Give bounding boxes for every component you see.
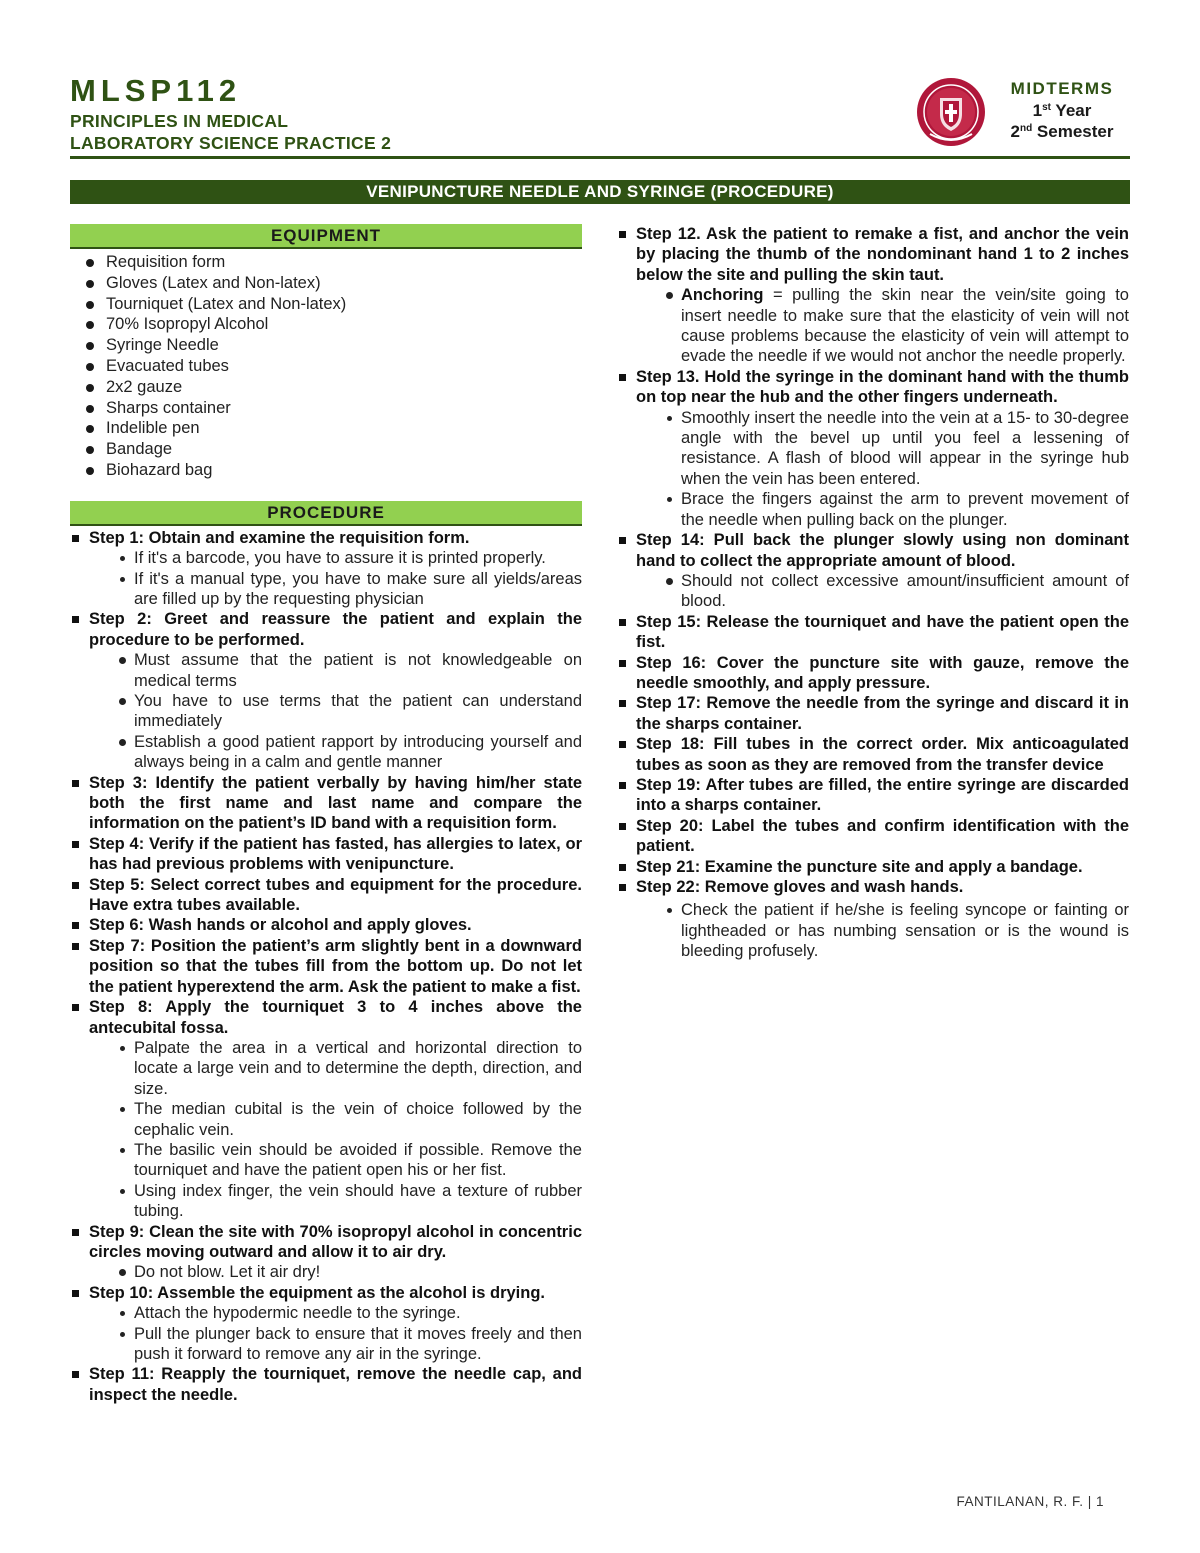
- step-text: Step 11: Reapply the tourniquet, remove the needle cap, and inspect the needle.: [89, 1365, 582, 1404]
- semester-number: 2: [1010, 122, 1020, 141]
- step-text: Step 14: Pull back the plunger slowly using non dominant hand to collect the appropriate amount of blood.: [636, 531, 1129, 570]
- procedure-step: [70, 915, 582, 935]
- equipment-item: Evacuated tubes: [70, 356, 582, 377]
- equipment-item: 70% Isopropyl Alcohol: [70, 314, 582, 335]
- equipment-item: 2x2 gauze: [70, 377, 582, 398]
- header-divider: [70, 156, 1130, 159]
- step-note: If it's a barcode, you have to assure it is printed properly.: [89, 548, 582, 568]
- procedure-step: [617, 857, 1129, 877]
- step-note: Do not blow. Let it air dry!: [89, 1262, 582, 1282]
- page-footer: FANTILANAN, R. F. | 1: [956, 1494, 1104, 1509]
- procedure-step: [70, 936, 582, 997]
- procedure-step: [617, 530, 1129, 612]
- equipment-item: Sharps container: [70, 398, 582, 419]
- step-text: Step 15: Release the tourniquet and have the patient open the fist.: [636, 612, 1129, 652]
- course-title-line-2: LABORATORY SCIENCE PRACTICE 2: [70, 133, 392, 153]
- step-note: Should not collect excessive amount/insufficient amount of blood.: [636, 571, 1129, 612]
- step-text: Step 18: Fill tubes in the correct order. Mix anticoagulated tubes as soon as they are removed from the transfer device: [636, 735, 1129, 774]
- step-note: The median cubital is the vein of choice followed by the cephalic vein.: [89, 1099, 582, 1140]
- step-note: Must assume that the patient is not knowledgeable on medical terms: [89, 650, 582, 691]
- procedure-step: [70, 528, 582, 610]
- equipment-item: Biohazard bag: [70, 460, 582, 481]
- university-seal-logo-icon: [916, 76, 986, 148]
- exam-info: [992, 78, 1132, 142]
- procedure-step: [617, 775, 1129, 816]
- procedure-step: [617, 224, 1129, 367]
- year-label: Year: [1051, 101, 1092, 120]
- exam-year: [992, 100, 1132, 121]
- left-column: [70, 224, 582, 1405]
- equipment-item: Requisition form: [70, 252, 582, 273]
- step-text: Step 10: Assemble the equipment as the alcohol is drying.: [89, 1283, 545, 1302]
- step-note: [636, 285, 1129, 367]
- procedure-steps-left: [70, 528, 582, 1405]
- procedure-step: [70, 1364, 582, 1405]
- procedure-step: [70, 609, 582, 772]
- step-note: If it's a manual type, you have to make sure all yields/areas are filled up by the requesting physician: [89, 569, 582, 610]
- step-text: Step 5: Select correct tubes and equipment for the procedure. Have extra tubes available.: [89, 875, 582, 915]
- procedure-steps-right: [617, 224, 1129, 962]
- semester-label: Semester: [1032, 122, 1114, 141]
- anchoring-definition: = pulling the skin near the vein/site going to insert needle to make sure that the elasticity of vein will not cause problems because the elasticity of vein will attempt to evade the needle if we would not anchor the needle properly.: [681, 286, 1129, 366]
- step-note: Establish a good patient rapport by introducing yourself and always being in a calm and gentle manner: [89, 732, 582, 773]
- exam-term: MIDTERMS: [1010, 79, 1114, 98]
- procedure-step: [617, 734, 1129, 775]
- procedure-heading: PROCEDURE: [70, 501, 582, 526]
- procedure-step: [617, 653, 1129, 694]
- step-text: Step 22: Remove gloves and wash hands.: [636, 878, 964, 896]
- step-text: Step 12. Ask the patient to remake a fist, and anchor the vein by placing the thumb of the nondominant hand 1 to 2 inches below the site and pulling the skin taut.: [636, 225, 1129, 284]
- exam-semester: [992, 121, 1132, 142]
- topic-banner: VENIPUNCTURE NEEDLE AND SYRINGE (PROCEDURE): [70, 180, 1130, 204]
- equipment-item: Syringe Needle: [70, 335, 582, 356]
- step-text: Step 21: Examine the puncture site and apply a bandage.: [636, 857, 1083, 876]
- step-text: Step 4: Verify if the patient has fasted, has allergies to latex, or has had previous problems with venipuncture.: [89, 834, 582, 874]
- procedure-step: [617, 816, 1129, 857]
- procedure-step: [70, 1283, 582, 1365]
- step-text: Step 13. Hold the syringe in the dominant hand with the thumb on top near the hub and the other fingers underneath.: [636, 367, 1129, 407]
- step-note: The basilic vein should be avoided if possible. Remove the tourniquet and have the patient open his or her fist.: [89, 1140, 582, 1181]
- step-note: Check the patient if he/she is feeling syncope or fainting or lightheaded or has numbing sensation or is the wound is bleeding profusely.: [636, 900, 1129, 961]
- procedure-step: [70, 997, 582, 1221]
- year-number: 1: [1032, 101, 1043, 120]
- equipment-item: Bandage: [70, 439, 582, 460]
- procedure-step: [617, 612, 1129, 653]
- step-note: Pull the plunger back to ensure that it moves freely and then push it forward to remove any air in the syringe.: [89, 1324, 582, 1365]
- anchoring-term: Anchoring: [681, 286, 764, 305]
- right-column: [617, 224, 1129, 962]
- step-text: Step 17: Remove the needle from the syringe and discard it in the sharps container.: [636, 694, 1129, 733]
- step-text: Step 20: Label the tubes and confirm identification with the patient.: [636, 816, 1129, 856]
- procedure-step: [70, 875, 582, 916]
- step-text: Step 9: Clean the site with 70% isopropyl alcohol in concentric circles moving outward and allow it to air dry.: [89, 1222, 582, 1261]
- equipment-heading: EQUIPMENT: [70, 224, 582, 249]
- step-text: Step 3: Identify the patient verbally by having him/her state both the first name and last name and compare the information on the patient’s ID band with a requisition form.: [89, 773, 582, 833]
- equipment-item: Tourniquet (Latex and Non-latex): [70, 294, 582, 315]
- equipment-item: Gloves (Latex and Non-latex): [70, 273, 582, 294]
- step-note: Using index finger, the vein should have a texture of rubber tubing.: [89, 1181, 582, 1222]
- year-suffix: st: [1042, 102, 1052, 113]
- course-title-line-1: PRINCIPLES IN MEDICAL: [70, 111, 289, 131]
- procedure-step: [70, 834, 582, 875]
- procedure-step: [617, 877, 1129, 962]
- procedure-step: [70, 773, 582, 834]
- step-text: Step 6: Wash hands or alcohol and apply gloves.: [89, 916, 472, 935]
- procedure-step: [70, 1222, 582, 1283]
- step-note: Palpate the area in a vertical and horizontal direction to locate a large vein and to determine the depth, direction, and size.: [89, 1038, 582, 1099]
- step-text: Step 8: Apply the tourniquet 3 to 4 inches above the antecubital fossa.: [89, 998, 582, 1037]
- course-code: MLSP112: [70, 73, 242, 108]
- step-text: Step 19: After tubes are filled, the entire syringe are discarded into a sharps container.: [636, 775, 1129, 815]
- step-text: Step 7: Position the patient’s arm slightly bent in a downward position so that the tubes fill from the bottom up. Do not let the patient hyperextend the arm. Ask the patient to make a fist.: [89, 936, 582, 996]
- procedure-step: [617, 367, 1129, 530]
- page-header: [70, 74, 1130, 156]
- step-text: Step 1: Obtain and examine the requisition form.: [89, 528, 470, 547]
- equipment-item: Indelible pen: [70, 418, 582, 439]
- step-text: Step 2: Greet and reassure the patient and explain the procedure to be performed.: [89, 610, 582, 649]
- step-note: You have to use terms that the patient can understand immediately: [89, 691, 582, 732]
- step-note: Smoothly insert the needle into the vein at a 15- to 30-degree angle with the bevel up until you feel a lessening of resistance. A flash of blood will appear in the syringe hub when the vein has been entered.: [636, 408, 1129, 490]
- procedure-step: [617, 693, 1129, 734]
- step-note: Attach the hypodermic needle to the syringe.: [89, 1303, 582, 1323]
- course-title: [70, 110, 391, 154]
- equipment-list: [70, 252, 582, 481]
- step-text: Step 16: Cover the puncture site with gauze, remove the needle smoothly, and apply pressure.: [636, 653, 1129, 692]
- semester-suffix: nd: [1019, 123, 1033, 134]
- step-note: Brace the fingers against the arm to prevent movement of the needle when pulling back on the plunger.: [636, 489, 1129, 530]
